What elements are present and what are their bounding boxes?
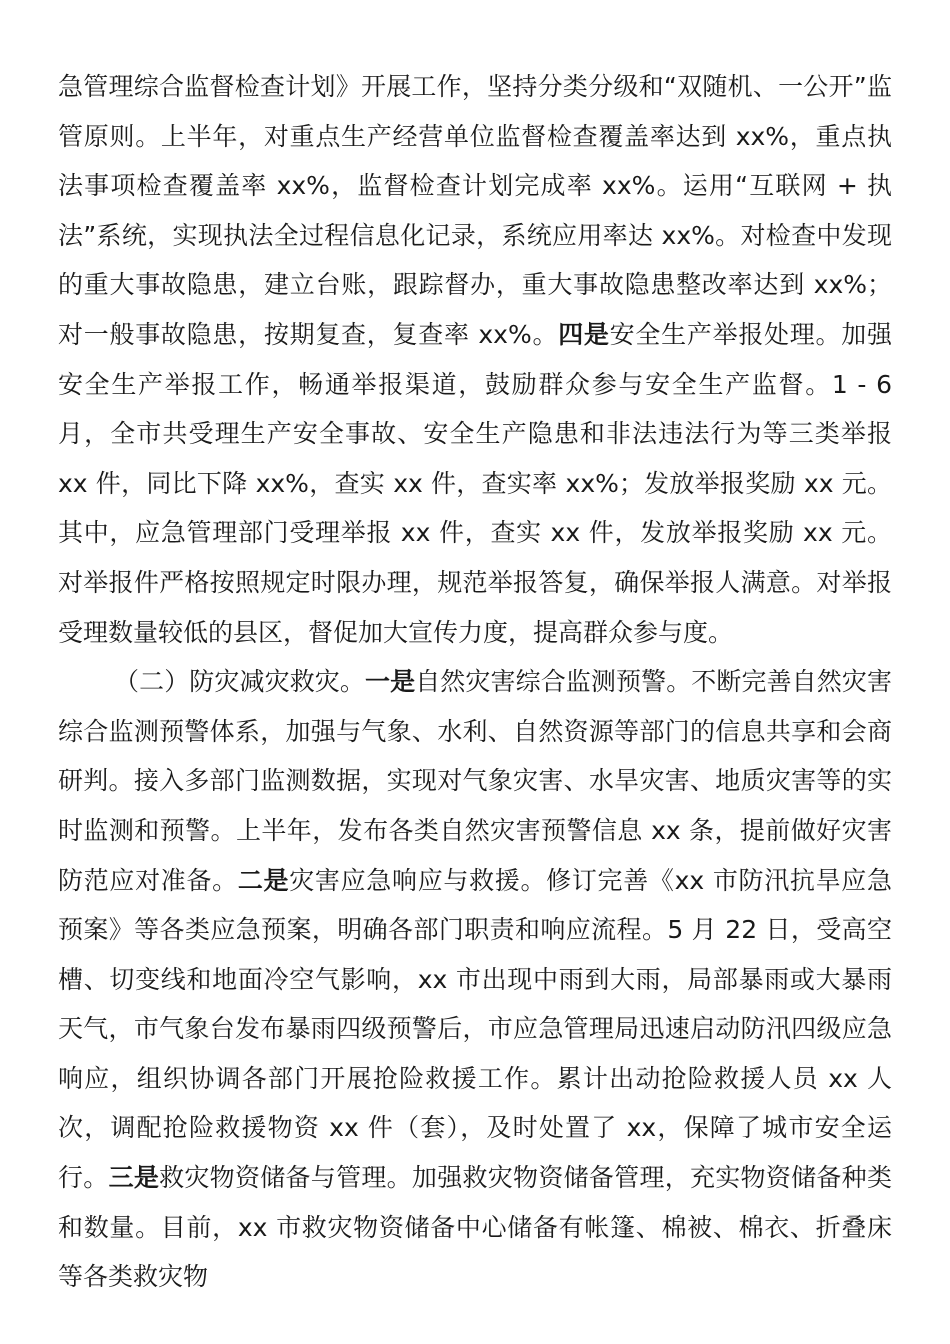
text-run: 安全生产举报处理。加强安全生产举报工作，畅通举报渠道，鼓励群众参与安全生产监督。1 - 6 月，全市共受理生产安全事故、安全生产隐患和非法违法行为等三类举报 xx 件，同比下降 xx%，查实 xx 件，查实率 xx%；发放举报奖励 xx 元。其中，应急管理部门受理举报 xx 件，查实 xx 件，发放举报奖励 xx 元。对举报件严格按照规定时限办理，规范举报答复，确保举报人满意。对举报受理数量较低的县区，督促加大宣传力度，提高群众参与度。 bbox=[58, 319, 892, 647]
text-run: 自然灾害综合监测预警。不断完善自然灾害综合监测预警体系，加强与气象、水利、自然资源等部门的信息共享和会商研判。接入多部门监测数据，实现对气象灾害、水旱灾害、地质灾害等的实时监测和预警。上半年，发布各类自然灾害预警信息 xx 条，提前做好灾害防范应对准备。 bbox=[58, 667, 892, 895]
text-run: 灾害应急响应与救援。修订完善《xx 市防汛抗旱应急预案》等各类应急预案，明确各部门职责和响应流程。5 月 22 日，受高空槽、切变线和地面冷空气影响，xx 市出现中雨到大雨，局部暴雨或大暴雨天气，市气象台发布暴雨四级预警后，市应急管理局迅速启动防汛四级应急响应，组织协调各部门开展抢险救援工作。累计出动抢险救援人员 xx 人次，调配抢险救援物资 xx 件（套），及时处置了 xx，保障了城市安全运行。 bbox=[58, 865, 892, 1193]
bold-marker-one: 一是 bbox=[365, 667, 416, 697]
document-page bbox=[58, 62, 892, 1302]
paragraph-inspection-and-reporting bbox=[58, 62, 892, 657]
bold-marker-four: 四是 bbox=[558, 319, 610, 349]
bold-marker-three: 三是 bbox=[108, 1163, 160, 1193]
bold-marker-two: 二是 bbox=[237, 865, 290, 895]
paragraph-disaster-prevention bbox=[58, 657, 892, 1302]
text-run: 救灾物资储备与管理。加强救灾物资储备管理，充实物资储备种类和数量。目前，xx 市救灾物资储备中心储备有帐篷、棉被、棉衣、折叠床等各类救灾物 bbox=[58, 1163, 892, 1292]
section-heading: （二）防灾减灾救灾。 bbox=[114, 667, 365, 697]
text-run: 急管理综合监督检查计划》开展工作，坚持分类分级和“双随机、一公开”监管原则。上半年，对重点生产经营单位监督检查覆盖率达到 xx%，重点执法事项检查覆盖率 xx%，监督检查计划完成率 xx%。运用“互联网 + 执法”系统，实现执法全过程信息化记录，系统应用率达 xx%。对检查中发现的重大事故隐患，建立台账，跟踪督办，重大事故隐患整改率达到 xx%；对一般事故隐患，按期复查，复查率 xx%。 bbox=[58, 72, 892, 349]
